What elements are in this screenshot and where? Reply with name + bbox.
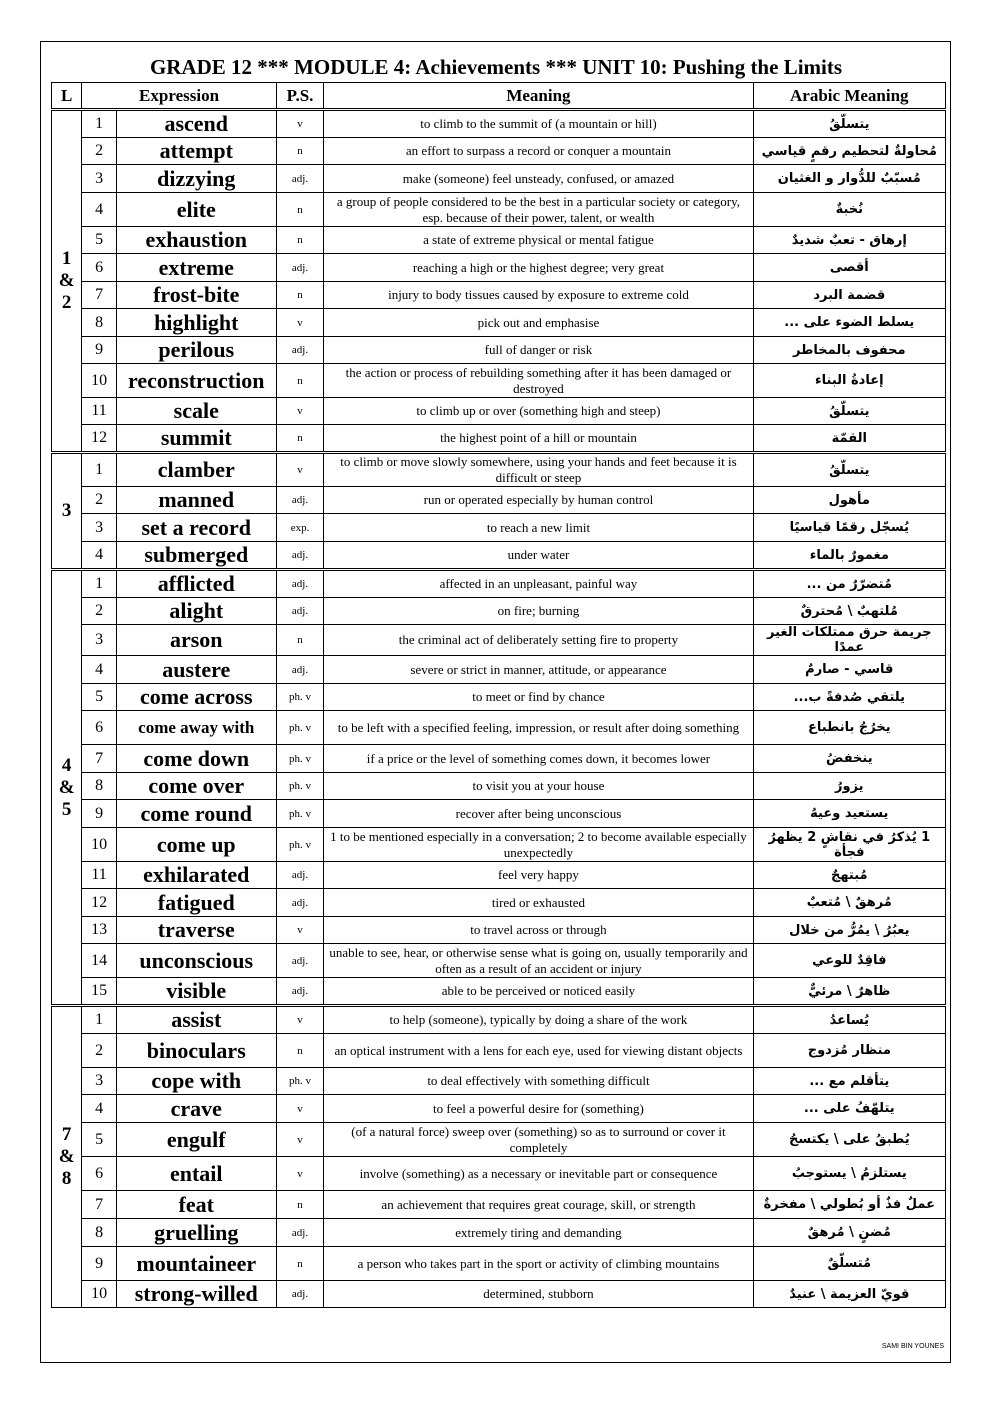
vocabulary-table	[51, 82, 946, 1308]
expression-cell: set a record	[116, 514, 276, 542]
meaning-cell: to feel a powerful desire for (something)	[324, 1095, 753, 1123]
arabic-meaning-cell: يُساعدُ	[753, 1006, 945, 1034]
row-number: 12	[82, 889, 116, 917]
table-row	[52, 364, 946, 398]
row-number: 1	[82, 570, 116, 598]
arabic-meaning-cell: جريمة حرق ممتلكات الغير عمدًا	[753, 625, 945, 656]
meaning-cell: an optical instrument with a lens for each eye, used for viewing distant objects	[324, 1034, 753, 1068]
expression-cell: arson	[116, 625, 276, 656]
arabic-meaning-cell: إعادةُ البناء	[753, 364, 945, 398]
lesson-label: 7 & 8	[52, 1006, 82, 1308]
meaning-cell: feel very happy	[324, 862, 753, 889]
expression-cell: attempt	[116, 138, 276, 165]
meaning-cell: if a price or the level of something comes down, it becomes lower	[324, 745, 753, 773]
row-number: 4	[82, 1095, 116, 1123]
vocabulary-table-wrapper	[51, 82, 946, 1308]
expression-cell: visible	[116, 978, 276, 1006]
arabic-meaning-cell: قضمة البرد	[753, 282, 945, 309]
table-row	[52, 282, 946, 309]
expression-cell: come away with	[116, 711, 276, 745]
expression-cell: come across	[116, 684, 276, 711]
meaning-cell: extremely tiring and demanding	[324, 1219, 753, 1247]
part-of-speech-cell: v	[276, 1006, 324, 1034]
arabic-meaning-cell: يستعيد وعيهُ	[753, 800, 945, 828]
arabic-meaning-cell: يخرُجُ بانطباع	[753, 711, 945, 745]
part-of-speech-cell: n	[276, 138, 324, 165]
part-of-speech-cell: adj.	[276, 337, 324, 364]
row-number: 6	[82, 711, 116, 745]
expression-cell: submerged	[116, 542, 276, 570]
arabic-meaning-cell: منظار مُزدوج	[753, 1034, 945, 1068]
expression-cell: entail	[116, 1157, 276, 1191]
arabic-meaning-cell: القمّة	[753, 425, 945, 453]
table-row	[52, 862, 946, 889]
meaning-cell: an effort to surpass a record or conquer a mountain	[324, 138, 753, 165]
meaning-cell: pick out and emphasise	[324, 309, 753, 337]
table-row	[52, 570, 946, 598]
expression-cell: dizzying	[116, 165, 276, 193]
expression-cell: come down	[116, 745, 276, 773]
part-of-speech-cell: adj.	[276, 1219, 324, 1247]
meaning-cell: reaching a high or the highest degree; very great	[324, 254, 753, 282]
meaning-cell: run or operated especially by human control	[324, 487, 753, 514]
expression-cell: binoculars	[116, 1034, 276, 1068]
table-row	[52, 1247, 946, 1281]
table-row	[52, 337, 946, 364]
part-of-speech-cell: n	[276, 1247, 324, 1281]
row-number: 8	[82, 1219, 116, 1247]
meaning-cell: an achievement that requires great courage, skill, or strength	[324, 1191, 753, 1219]
row-number: 8	[82, 309, 116, 337]
meaning-cell: severe or strict in manner, attitude, or appearance	[324, 656, 753, 684]
table-row	[52, 1191, 946, 1219]
table-row	[52, 978, 946, 1006]
table-row	[52, 711, 946, 745]
meaning-cell: to deal effectively with something difficult	[324, 1068, 753, 1095]
expression-cell: ascend	[116, 110, 276, 138]
row-number: 11	[82, 862, 116, 889]
row-number: 6	[82, 254, 116, 282]
meaning-cell: a group of people considered to be the best in a particular society or category, esp. because of their power, talent, or wealth	[324, 193, 753, 227]
row-number: 5	[82, 684, 116, 711]
part-of-speech-cell: n	[276, 282, 324, 309]
arabic-meaning-cell: قاسي - صارمٌ	[753, 656, 945, 684]
part-of-speech-cell: adj.	[276, 656, 324, 684]
expression-cell: gruelling	[116, 1219, 276, 1247]
meaning-cell: to help (someone), typically by doing a share of the work	[324, 1006, 753, 1034]
part-of-speech-cell: adj.	[276, 165, 324, 193]
expression-cell: austere	[116, 656, 276, 684]
expression-cell: exhaustion	[116, 227, 276, 254]
row-number: 15	[82, 978, 116, 1006]
table-row	[52, 745, 946, 773]
expression-cell: crave	[116, 1095, 276, 1123]
part-of-speech-cell: n	[276, 425, 324, 453]
part-of-speech-cell: n	[276, 625, 324, 656]
row-number: 10	[82, 1281, 116, 1308]
row-number: 2	[82, 138, 116, 165]
table-row	[52, 487, 946, 514]
row-number: 10	[82, 828, 116, 862]
arabic-meaning-cell: يعبُرُ \ يمُرُّ من خلال	[753, 917, 945, 944]
expression-cell: exhilarated	[116, 862, 276, 889]
expression-cell: assist	[116, 1006, 276, 1034]
table-row	[52, 1281, 946, 1308]
row-number: 3	[82, 514, 116, 542]
arabic-meaning-cell: يسلط الضوء على ...	[753, 309, 945, 337]
table-row	[52, 514, 946, 542]
part-of-speech-cell: v	[276, 453, 324, 487]
table-row	[52, 309, 946, 337]
part-of-speech-cell: v	[276, 917, 324, 944]
table-header-row	[52, 83, 946, 110]
row-number: 8	[82, 773, 116, 800]
meaning-cell: to be left with a specified feeling, impression, or result after doing something	[324, 711, 753, 745]
lesson-label: 4 & 5	[52, 570, 82, 1006]
table-row	[52, 1219, 946, 1247]
table-row	[52, 1034, 946, 1068]
table-row	[52, 656, 946, 684]
row-number: 7	[82, 745, 116, 773]
table-row	[52, 684, 946, 711]
part-of-speech-cell: ph. v	[276, 684, 324, 711]
part-of-speech-cell: n	[276, 364, 324, 398]
part-of-speech-cell: v	[276, 1123, 324, 1157]
expression-cell: come over	[116, 773, 276, 800]
row-number: 4	[82, 193, 116, 227]
part-of-speech-cell: adj.	[276, 570, 324, 598]
header-part-of-speech: P.S.	[276, 83, 324, 110]
part-of-speech-cell: adj.	[276, 1281, 324, 1308]
part-of-speech-cell: ph. v	[276, 773, 324, 800]
part-of-speech-cell: v	[276, 309, 324, 337]
part-of-speech-cell: ph. v	[276, 800, 324, 828]
arabic-meaning-cell: مُضنٍ \ مُرهقٌ	[753, 1219, 945, 1247]
expression-cell: frost-bite	[116, 282, 276, 309]
expression-cell: perilous	[116, 337, 276, 364]
meaning-cell: determined, stubborn	[324, 1281, 753, 1308]
lesson-label: 1 & 2	[52, 110, 82, 453]
part-of-speech-cell: adj.	[276, 542, 324, 570]
arabic-meaning-cell: يتأقلم مع ...	[753, 1068, 945, 1095]
table-row	[52, 1068, 946, 1095]
arabic-meaning-cell: مُرهقٌ \ مُتعبٌ	[753, 889, 945, 917]
meaning-cell: a person who takes part in the sport or activity of climbing mountains	[324, 1247, 753, 1281]
meaning-cell: full of danger or risk	[324, 337, 753, 364]
row-number: 7	[82, 1191, 116, 1219]
arabic-meaning-cell: يستلزمُ \ يستوجبُ	[753, 1157, 945, 1191]
meaning-cell: involve (something) as a necessary or inevitable part or consequence	[324, 1157, 753, 1191]
expression-cell: feat	[116, 1191, 276, 1219]
table-row	[52, 944, 946, 978]
page-title: GRADE 12 *** MODULE 4: Achievements *** UNIT 10: Pushing the Limits	[149, 55, 843, 79]
row-number: 7	[82, 282, 116, 309]
arabic-meaning-cell: يتسلّقُ	[753, 398, 945, 425]
table-row	[52, 110, 946, 138]
arabic-meaning-cell: مُحاولةٌ لتحطيم رقمٍ قياسي	[753, 138, 945, 165]
arabic-meaning-cell: يتلهّفُ على ...	[753, 1095, 945, 1123]
arabic-meaning-cell: ينخفضُ	[753, 745, 945, 773]
arabic-meaning-cell: محفوف بالمخاطر	[753, 337, 945, 364]
expression-cell: scale	[116, 398, 276, 425]
row-number: 10	[82, 364, 116, 398]
expression-cell: clamber	[116, 453, 276, 487]
part-of-speech-cell: adj.	[276, 598, 324, 625]
expression-cell: fatigued	[116, 889, 276, 917]
lesson-label: 3	[52, 453, 82, 570]
meaning-cell: to visit you at your house	[324, 773, 753, 800]
expression-cell: reconstruction	[116, 364, 276, 398]
part-of-speech-cell: n	[276, 1191, 324, 1219]
table-row	[52, 138, 946, 165]
row-number: 9	[82, 800, 116, 828]
expression-cell: mountaineer	[116, 1247, 276, 1281]
row-number: 6	[82, 1157, 116, 1191]
row-number: 1	[82, 453, 116, 487]
meaning-cell: affected in an unpleasant, painful way	[324, 570, 753, 598]
arabic-meaning-cell: مأهول	[753, 487, 945, 514]
table-row	[52, 425, 946, 453]
part-of-speech-cell: v	[276, 1157, 324, 1191]
arabic-meaning-cell: يزورُ	[753, 773, 945, 800]
arabic-meaning-cell: عملٌ فذٌ أو بُطولي \ مفخرةٌ	[753, 1191, 945, 1219]
expression-cell: come up	[116, 828, 276, 862]
header-arabic-meaning: Arabic Meaning	[753, 83, 945, 110]
meaning-cell: to climb up or over (something high and steep)	[324, 398, 753, 425]
row-number: 13	[82, 917, 116, 944]
row-number: 9	[82, 1247, 116, 1281]
meaning-cell: make (someone) feel unsteady, confused, or amazed	[324, 165, 753, 193]
meaning-cell: the action or process of rebuilding something after it has been damaged or destroyed	[324, 364, 753, 398]
table-row	[52, 625, 946, 656]
expression-cell: unconscious	[116, 944, 276, 978]
table-row	[52, 254, 946, 282]
row-number: 2	[82, 487, 116, 514]
meaning-cell: (of a natural force) sweep over (something) so as to surround or cover it completely	[324, 1123, 753, 1157]
arabic-meaning-cell: يُسجّل رقمًا قياسيًا	[753, 514, 945, 542]
meaning-cell: unable to see, hear, or otherwise sense what is going on, usually temporarily and often as a result of an accident or injury	[324, 944, 753, 978]
expression-cell: cope with	[116, 1068, 276, 1095]
arabic-meaning-cell: يتسلّقُ	[753, 110, 945, 138]
row-number: 5	[82, 1123, 116, 1157]
part-of-speech-cell: ph. v	[276, 1068, 324, 1095]
table-row	[52, 453, 946, 487]
expression-cell: come round	[116, 800, 276, 828]
expression-cell: traverse	[116, 917, 276, 944]
meaning-cell: the criminal act of deliberately setting fire to property	[324, 625, 753, 656]
arabic-meaning-cell: مُبتهجٌ	[753, 862, 945, 889]
meaning-cell: tired or exhausted	[324, 889, 753, 917]
meaning-cell: 1 to be mentioned especially in a conversation; 2 to become available especially unexpectedly	[324, 828, 753, 862]
arabic-meaning-cell: نُخبةٌ	[753, 193, 945, 227]
row-number: 3	[82, 1068, 116, 1095]
row-number: 12	[82, 425, 116, 453]
arabic-meaning-cell: يلتقي صُدفةً ب...	[753, 684, 945, 711]
arabic-meaning-cell: مغمورٌ بالماء	[753, 542, 945, 570]
arabic-meaning-cell: يُطبقُ على \ يكتسحُ	[753, 1123, 945, 1157]
part-of-speech-cell: adj.	[276, 862, 324, 889]
arabic-meaning-cell: قويّ العزيمة \ عنيدٌ	[753, 1281, 945, 1308]
table-row	[52, 773, 946, 800]
row-number: 2	[82, 1034, 116, 1068]
row-number: 9	[82, 337, 116, 364]
expression-cell: strong-willed	[116, 1281, 276, 1308]
part-of-speech-cell: ph. v	[276, 711, 324, 745]
arabic-meaning-cell: مُتسلّقٌ	[753, 1247, 945, 1281]
author-credit: SAMI BIN YOUNES	[881, 1343, 944, 1350]
part-of-speech-cell: adj.	[276, 978, 324, 1006]
table-row	[52, 227, 946, 254]
row-number: 11	[82, 398, 116, 425]
table-row	[52, 1095, 946, 1123]
row-number: 1	[82, 110, 116, 138]
arabic-meaning-cell: فاقِدٌ للوعي	[753, 944, 945, 978]
part-of-speech-cell: adj.	[276, 889, 324, 917]
part-of-speech-cell: n	[276, 1034, 324, 1068]
row-number: 3	[82, 625, 116, 656]
table-row	[52, 193, 946, 227]
arabic-meaning-cell: 1 يُذكرُ في نقاشٍ 2 يظهرُ فجأة	[753, 828, 945, 862]
row-number: 2	[82, 598, 116, 625]
expression-cell: afflicted	[116, 570, 276, 598]
row-number: 5	[82, 227, 116, 254]
part-of-speech-cell: ph. v	[276, 828, 324, 862]
row-number: 14	[82, 944, 116, 978]
expression-cell: manned	[116, 487, 276, 514]
part-of-speech-cell: adj.	[276, 254, 324, 282]
arabic-meaning-cell: أقصى	[753, 254, 945, 282]
header-level: L	[52, 83, 82, 110]
header-expression: Expression	[82, 83, 276, 110]
arabic-meaning-cell: ظاهرٌ \ مرئيٌّ	[753, 978, 945, 1006]
expression-cell: engulf	[116, 1123, 276, 1157]
expression-cell: alight	[116, 598, 276, 625]
arabic-meaning-cell: مُتضرّرٌ من ...	[753, 570, 945, 598]
meaning-cell: under water	[324, 542, 753, 570]
meaning-cell: recover after being unconscious	[324, 800, 753, 828]
part-of-speech-cell: v	[276, 1095, 324, 1123]
part-of-speech-cell: v	[276, 398, 324, 425]
part-of-speech-cell: v	[276, 110, 324, 138]
table-row	[52, 1006, 946, 1034]
meaning-cell: a state of extreme physical or mental fatigue	[324, 227, 753, 254]
header-meaning: Meaning	[324, 83, 753, 110]
meaning-cell: to climb to the summit of (a mountain or hill)	[324, 110, 753, 138]
expression-cell: summit	[116, 425, 276, 453]
arabic-meaning-cell: إرهاق - تعبٌ شديدٌ	[753, 227, 945, 254]
expression-cell: extreme	[116, 254, 276, 282]
table-row	[52, 800, 946, 828]
table-row	[52, 828, 946, 862]
part-of-speech-cell: ph. v	[276, 745, 324, 773]
table-body	[52, 110, 946, 1308]
part-of-speech-cell: n	[276, 193, 324, 227]
table-row	[52, 398, 946, 425]
meaning-cell: to climb or move slowly somewhere, using your hands and feet because it is difficult or steep	[324, 453, 753, 487]
table-row	[52, 889, 946, 917]
table-row	[52, 917, 946, 944]
meaning-cell: to travel across or through	[324, 917, 753, 944]
row-number: 3	[82, 165, 116, 193]
arabic-meaning-cell: يتسلّقُ	[753, 453, 945, 487]
table-row	[52, 542, 946, 570]
row-number: 4	[82, 542, 116, 570]
part-of-speech-cell: exp.	[276, 514, 324, 542]
table-row	[52, 598, 946, 625]
expression-cell: elite	[116, 193, 276, 227]
meaning-cell: to reach a new limit	[324, 514, 753, 542]
part-of-speech-cell: adj.	[276, 487, 324, 514]
table-row	[52, 165, 946, 193]
meaning-cell: the highest point of a hill or mountain	[324, 425, 753, 453]
meaning-cell: to meet or find by chance	[324, 684, 753, 711]
table-row	[52, 1157, 946, 1191]
arabic-meaning-cell: مُلتهبٌ \ مُحترقٌ	[753, 598, 945, 625]
meaning-cell: injury to body tissues caused by exposure to extreme cold	[324, 282, 753, 309]
row-number: 1	[82, 1006, 116, 1034]
meaning-cell: able to be perceived or noticed easily	[324, 978, 753, 1006]
table-row	[52, 1123, 946, 1157]
part-of-speech-cell: adj.	[276, 944, 324, 978]
meaning-cell: on fire; burning	[324, 598, 753, 625]
part-of-speech-cell: n	[276, 227, 324, 254]
expression-cell: highlight	[116, 309, 276, 337]
row-number: 4	[82, 656, 116, 684]
arabic-meaning-cell: مُسبّبٌ للدُّوار و الغثيان	[753, 165, 945, 193]
